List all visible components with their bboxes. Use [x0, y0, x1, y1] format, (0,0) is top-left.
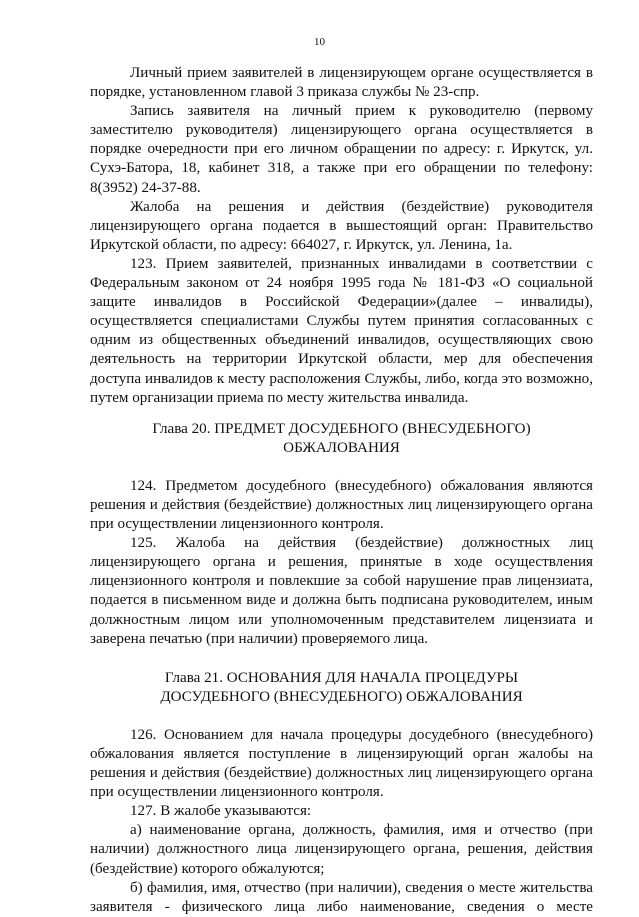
paragraph-124: 124. Предметом досудебного (внесудебного) обжалования являются решения и действия (бездействие) должностных лиц лицензирующего органа при осуществлении лицензионного контроля. — [90, 477, 593, 533]
chapter-21-heading-line1: Глава 21. ОСНОВАНИЯ ДЛЯ НАЧАЛА ПРОЦЕДУРЫ — [164, 669, 519, 686]
document-body — [90, 64, 593, 917]
chapter-20-heading — [90, 420, 593, 458]
paragraph-127-a: а) наименование органа, должность, фамилия, имя и отчество (при наличии) должностного лица лицензирующего органа, решения, действия (бездействие) которого обжалуются; — [90, 822, 593, 877]
paragraph-125: 125. Жалоба на действия (бездействие) должностных лиц лицензирующего органа и решения, принятые в ходе осуществления лицензионного контроля и повлекшие за собой нарушение прав лицензиата, подается в письменном виде и должна быть подписана руководителем, иным должностным лицом или уполномоченным представителем лицензиата и заверена печатью (при наличии) проверяемого лица. — [90, 535, 593, 647]
paragraph-126: 126. Основанием для начала процедуры досудебного (внесудебного) обжалования является поступление в лицензирующий орган жалобы на решения и действия (бездействие) должностных лиц лицензирующего органа при осуществлении лицензионного контроля. — [90, 726, 593, 801]
chapter-20-heading-line1: Глава 20. ПРЕДМЕТ ДОСУДЕБНОГО (ВНЕСУДЕБНОГО) — [152, 420, 531, 437]
paragraph-127: 127. В жалобе указываются: — [130, 803, 312, 820]
paragraph-complaint-head: Жалоба на решения и действия (бездействие) руководителя лицензирующего органа подается в вышестоящий орган: Правительство Иркутской области, по адресу: 664027, г. Иркутск, ул. Ленина, 1а. — [90, 198, 593, 253]
page-number: 10 — [314, 36, 325, 48]
paragraph-appointment-record: Запись заявителя на личный прием к руководителю (первому заместителю руководителя) лицензирующего органа осуществляется в порядке очередности при его личном обращении по адресу: г. Иркутск, ул. Сухэ-Батора, 18, кабинет 318, а также при его обращении по телефону: 8(3952) 24-37-88. — [90, 103, 593, 196]
chapter-21-heading — [90, 669, 593, 707]
chapter-20-heading-line2: ОБЖАЛОВАНИЯ — [283, 439, 400, 456]
chapter-21-heading-line2: ДОСУДЕБНОГО (ВНЕСУДЕБНОГО) ОБЖАЛОВАНИЯ — [160, 688, 523, 705]
paragraph-personal-reception: Личный прием заявителей в лицензирующем органе осуществляется в порядке, установленном главой 3 приказа службы № 23-спр. — [90, 65, 593, 101]
paragraph-123: 123. Прием заявителей, признанных инвалидами в соответствии с Федеральным законом от 24 ноября 1995 года № 181-ФЗ «О социальной защите инвалидов в Российской Федерации»(далее – инвалиды), осуществляется специалистами Службы путем принятия согласованных с одним из общественных объединений инвалидов, осуществляющих свою деятельность на территории Иркутской области, мер для обеспечения доступа инвалидов к месту расположения Службы, либо, когда это возможно, путем организации приема по месту жительства инвалида. — [90, 255, 593, 406]
paragraph-127-b: б) фамилия, имя, отчество (при наличии), сведения о месте жительства заявителя - физического лица либо наименование, сведения о месте — [90, 879, 593, 915]
